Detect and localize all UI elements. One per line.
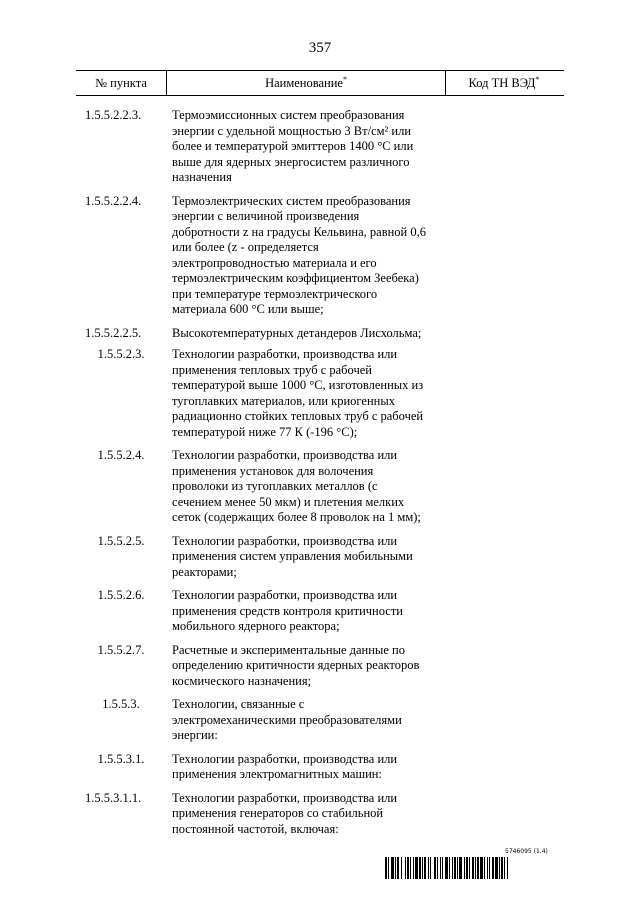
- item-text-line: электромеханическими преобразователями: [172, 712, 402, 727]
- item-number: 1.5.5.3.1.1.: [85, 790, 142, 805]
- item-text-line: Технологии разработки, производства или: [172, 448, 398, 462]
- item-text-line: энергии с величиной произведения: [172, 209, 360, 223]
- item-text-line: Термоэмиссионных систем преобразования: [172, 108, 405, 122]
- item-text-line: проволоки из тугоплавких металлов (с: [172, 479, 378, 493]
- item-text-line: более и температурой эмиттеров 1400 °С или: [172, 139, 414, 153]
- item-text-line: применения средств контроля критичности: [172, 603, 403, 618]
- item-text-line: Технологии разработки, производства или: [172, 533, 398, 548]
- item-number: 1.5.5.2.4.: [97, 448, 145, 462]
- item-text: [172, 347, 434, 440]
- table-row: [76, 697, 564, 744]
- item-text-line: сечением менее 50 мкм) и плетения мелких: [172, 494, 405, 509]
- item-text-line: Термоэлектрических систем преобразования: [172, 193, 411, 208]
- item-text: [172, 448, 434, 526]
- item-number: 1.5.5.2.2.4.: [85, 193, 142, 208]
- item-text-line: температурой ниже 77 К (-196 °С);: [172, 424, 358, 439]
- item-text: [172, 108, 434, 186]
- item-text-line: применения генераторов со стабильной: [172, 806, 384, 820]
- item-text-line: энергии с удельной мощностью 3 Вт/см² или: [172, 123, 412, 138]
- item-text-line: при температуре термоэлектрического: [172, 286, 378, 301]
- item-text-line: мобильного ядерного реактора;: [172, 619, 340, 633]
- table-row: [76, 643, 564, 690]
- item-text-line: применения электромагнитных машин:: [172, 767, 382, 781]
- table-row: [76, 588, 564, 635]
- page-number: 357: [308, 40, 332, 56]
- item-text-line: энергии:: [172, 728, 218, 742]
- item-text-line: Технологии разработки, производства или: [172, 751, 398, 766]
- item-text-line: Высокотемпературных детандеров Лисхольма;: [172, 325, 422, 340]
- item-text: [172, 643, 434, 690]
- item-number: 1.5.5.2.2.5.: [85, 325, 142, 340]
- table-row: [76, 534, 564, 581]
- table-row: [76, 326, 564, 342]
- item-number: 1.5.5.3.: [102, 697, 140, 711]
- item-text-line: Технологии разработки, производства или: [172, 790, 398, 805]
- header-number-column: № пункта: [95, 76, 147, 90]
- item-text-line: Расчетные и экспериментальные данные по: [172, 642, 405, 657]
- item-text: [172, 791, 434, 838]
- item-text: [172, 534, 434, 581]
- table-row: [76, 108, 564, 186]
- barcode-label: 5746095 (1.4): [505, 848, 548, 855]
- item-text-line: космического назначения;: [172, 673, 312, 688]
- barcode-icon: [385, 857, 613, 879]
- item-text-line: электропроводностью материала и его: [172, 255, 377, 270]
- item-text-line: определению критичности ядерных реакторов: [172, 658, 420, 672]
- table-row: [76, 448, 564, 526]
- item-text-line: постоянной частотой, включая:: [172, 821, 339, 836]
- item-number: 1.5.5.2.6.: [97, 588, 145, 602]
- item-text: [172, 194, 434, 318]
- table-header: [76, 70, 564, 96]
- header-name-column: Наименование*: [166, 71, 446, 95]
- item-text-line: применения установок для волочения: [172, 463, 374, 478]
- item-text-line: Технологии, связанные с: [172, 697, 305, 711]
- table-body: [76, 108, 564, 837]
- item-number: 1.5.5.2.7.: [97, 642, 145, 657]
- item-text-line: термоэлектрическим коэффициентом Зеебека): [172, 271, 419, 285]
- header-code-column: Код ТН ВЭД*: [468, 74, 540, 90]
- item-text-line: выше для ядерных энергосистем различного: [172, 154, 410, 169]
- item-text: [172, 697, 434, 744]
- table-row: [76, 347, 564, 440]
- item-number: 1.5.5.2.5.: [97, 533, 145, 548]
- item-text: [172, 752, 434, 783]
- item-text-line: радиационно стойких тепловых труб с рабочей: [172, 409, 424, 423]
- item-text: [172, 588, 434, 635]
- item-text-line: материала 600 °С или выше;: [172, 302, 324, 316]
- item-text-line: добротности z на градусы Кельвина, равной 0,6: [172, 224, 426, 239]
- item-text-line: применения тепловых труб с рабочей: [172, 362, 372, 377]
- item-text-line: сеток (содержащих более 8 проволок на 1 мм);: [172, 510, 421, 524]
- item-number: 1.5.5.2.3.: [97, 347, 145, 361]
- item-text-line: применения систем управления мобильными: [172, 549, 413, 563]
- item-text-line: назначения: [172, 170, 232, 184]
- item-number: 1.5.5.3.1.: [97, 751, 145, 766]
- item-text-line: Технологии разработки, производства или: [172, 588, 398, 602]
- item-text-line: или более (z - определяется: [172, 240, 319, 254]
- item-number: 1.5.5.2.2.3.: [85, 108, 142, 122]
- table-row: [76, 791, 564, 838]
- item-text: [172, 326, 434, 342]
- item-text-line: тугоплавких материалов, или криогенных: [172, 393, 395, 408]
- document-barcode: [385, 848, 613, 879]
- item-text-line: реакторами;: [172, 564, 237, 579]
- item-text-line: температурой выше 1000 °С, изготовленных из: [172, 378, 424, 392]
- item-text-line: Технологии разработки, производства или: [172, 347, 398, 361]
- table-row: [76, 194, 564, 318]
- table-row: [76, 752, 564, 783]
